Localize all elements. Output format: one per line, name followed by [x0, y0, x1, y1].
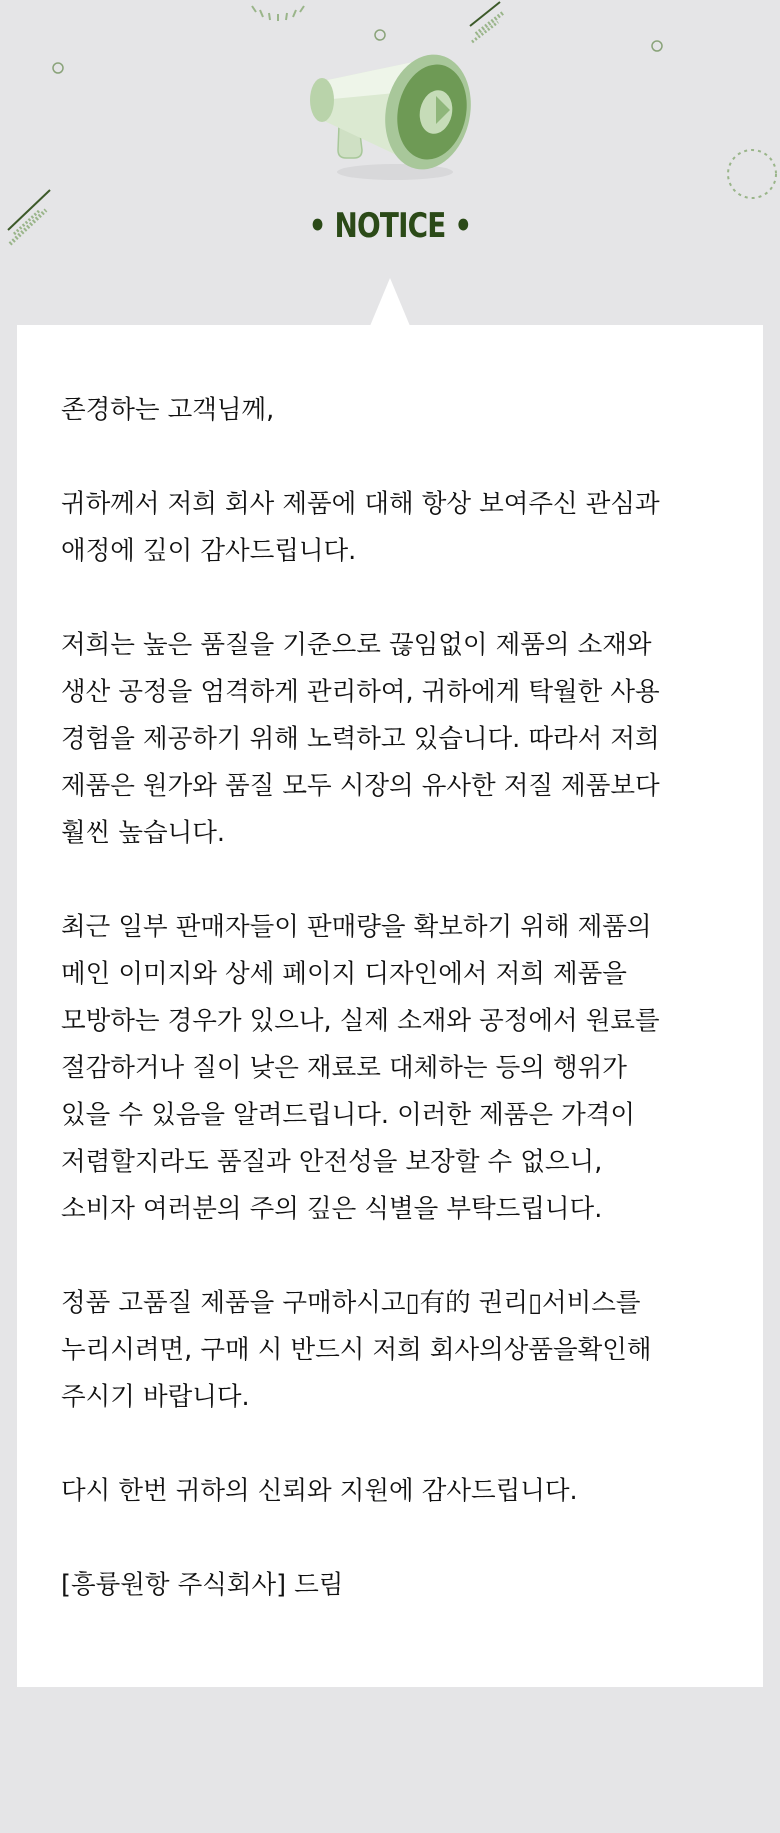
text-line: 저렴할지라도 품질과 안전성을 보장할 수 없으니,: [61, 1147, 603, 1177]
letter-greeting: [61, 387, 751, 434]
text-line: 주시기 바랍니다.: [61, 1382, 250, 1412]
letter-closing: [61, 1468, 751, 1515]
decor-circle: [53, 63, 63, 73]
text-line: 절감하거나 질이 낮은 재료로 대체하는 등의 행위가: [61, 1053, 627, 1083]
text-line: 최근 일부 판매자들이 판매량을 확보하기 위해 제품의: [61, 912, 652, 942]
text-line: 훨씬 높습니다.: [61, 818, 226, 848]
megaphone-icon: [310, 47, 481, 180]
signature-text: [흥륭원항 주식회사] 드림: [61, 1570, 344, 1600]
text-line: 정품 고품질 제품을 구매하시고▯有的 권리▯서비스를: [61, 1288, 641, 1318]
letter-paragraph-4: [61, 1280, 751, 1421]
text-line: 모방하는 경우가 있으나, 실제 소재와 공정에서 원료를: [61, 1006, 660, 1036]
decor-circle: [652, 41, 662, 51]
text-line: 소비자 여러분의 주의 깊은 식별을 부탁드립니다.: [61, 1194, 603, 1224]
decor-streak: [8, 190, 50, 244]
text-line: 메인 이미지와 상세 페이지 디자인에서 저희 제품을: [61, 959, 627, 989]
closing-text: 다시 한번 귀하의 신뢰와 지원에 감사드립니다.: [61, 1476, 578, 1506]
text-line: 귀하께서 저희 회사 제품에 대해 항상 보여주신 관심과: [61, 489, 660, 519]
text-line: 애정에 깊이 감사드립니다.: [61, 536, 357, 566]
card-pointer: [370, 278, 410, 326]
letter-signature: [61, 1562, 751, 1609]
letter-paragraph-3: [61, 904, 751, 1233]
greeting-text: 존경하는 고객님께,: [61, 395, 275, 425]
text-line: 저희는 높은 품질을 기준으로 끊임없이 제품의 소재와: [61, 630, 652, 660]
letter-paragraph-2: [61, 622, 751, 857]
text-line: 제품은 원가와 품질 모두 시장의 유사한 저질 제품보다: [61, 771, 660, 801]
letter-paragraph-1: [61, 481, 751, 575]
notice-card: [17, 325, 763, 1687]
decor-circle: [375, 30, 385, 40]
decor-arc-top: [252, 6, 304, 21]
text-line: 누리시려면, 구매 시 반드시 저희 회사의상품을확인해: [61, 1335, 652, 1365]
decor-ring: [728, 150, 776, 198]
text-line: 경험을 제공하기 위해 노력하고 있습니다. 따라서 저희: [61, 724, 660, 754]
letter-body: [61, 387, 751, 1656]
text-line: 있을 수 있음을 알려드립니다. 이러한 제품은 가격이: [61, 1100, 636, 1130]
text-line: 생산 공정을 엄격하게 관리하여, 귀하에게 탁월한 사용: [61, 677, 660, 707]
decor-streak: [470, 2, 504, 42]
notice-title: • NOTICE •: [308, 206, 472, 246]
